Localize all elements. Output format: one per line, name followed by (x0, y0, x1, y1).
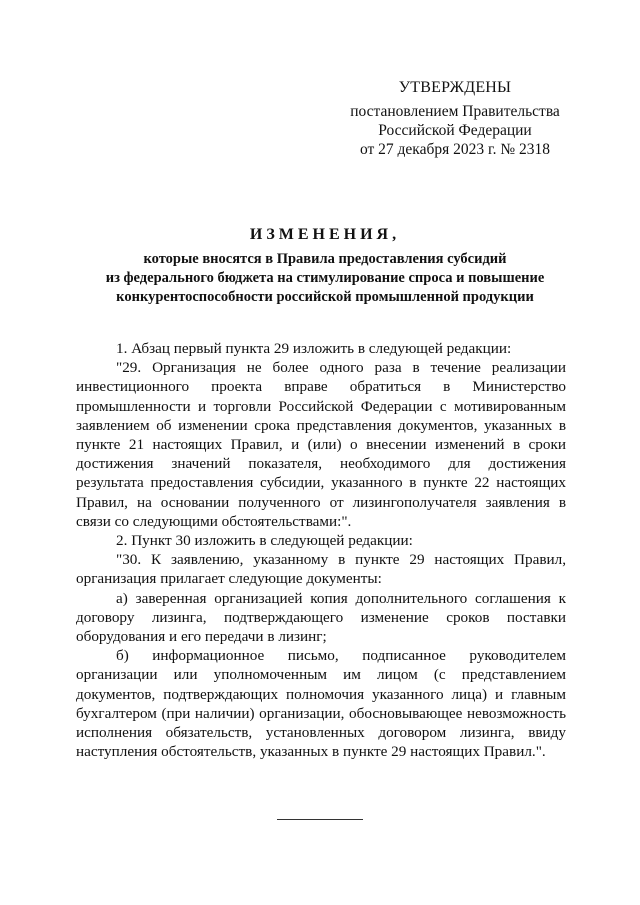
document-title (60, 226, 590, 307)
paragraph-item-b: б) информационное письмо, подписанное руководителем организации или уполномоченным им лицом (с представлением документов, подтверждающих полномочия указанного лица) и главным бухгалтером (при наличии) организации, обосновывающее невозможность исполнения обязательств, установленных договором лизинга, ввиду наступления обстоятельств, указанных в пункте 29 настоящих Правил.". (76, 647, 566, 761)
paragraph-2: "29. Организация не более одного раза в течение реализации инвестиционного проекта вправе обратиться в Министерство промышленности и торговли Российской Федерации с мотивированным заявлением об изменении срока представления документов, указанных в пункте 21 настоящих Правил, и (или) о внесении изменений в сроки достижения значений показателя, необходимого для достижения результата предоставления субсидии, указанного в пункте 22 настоящих Правил, на основании полученного от лизингополучателя заявления в связи со следующими обстоятельствами:". (76, 359, 566, 530)
approval-line-1: постановлением Правительства (350, 103, 560, 120)
document-body (76, 339, 566, 761)
approval-line-2: Российской Федерации (378, 122, 532, 139)
paragraph-3: 2. Пункт 30 изложить в следующей редакции: (116, 532, 413, 550)
closing-rule (277, 819, 363, 820)
title-line-1: которые вносятся в Правила предоставления субсидий (143, 251, 507, 267)
paragraph-item-a: а) заверенная организацией копия дополнительного соглашения к договору лизинга, подтверждающего изменение сроков поставки оборудования и его передачи в лизинг; (76, 589, 566, 646)
paragraph-4: "30. К заявлению, указанному в пункте 29 настоящих Правил, организация прилагает следующие документы: (76, 551, 566, 588)
paragraph-1: 1. Абзац первый пункта 29 изложить в следующей редакции: (116, 340, 512, 357)
approval-stamp (340, 78, 570, 159)
approval-line-3: от 27 декабря 2023 г. № 2318 (359, 141, 551, 158)
title-line-3: конкурентоспособности российской промышленной продукции (116, 289, 534, 305)
approval-heading: УТВЕРЖДЕНЫ (398, 79, 512, 96)
title-line-2: из федерального бюджета на стимулирование спроса и повышение (105, 270, 545, 286)
title-main: ИЗМЕНЕНИЯ, (249, 226, 401, 243)
